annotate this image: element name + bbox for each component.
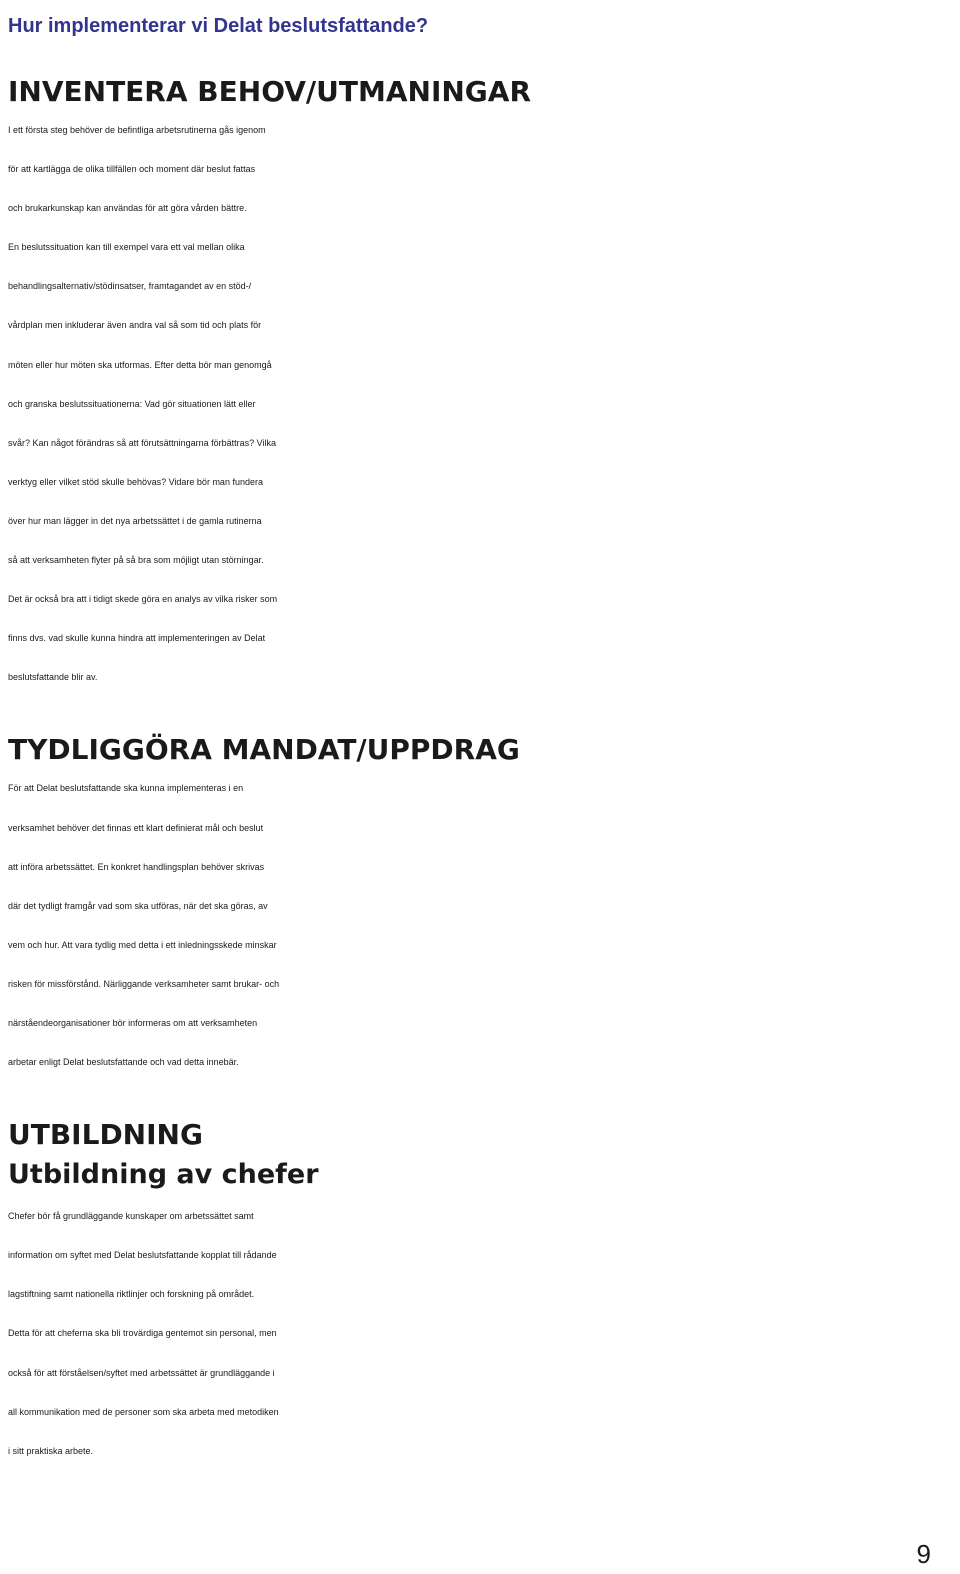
sub-heading: Utbildning av chefer [8, 1159, 319, 1191]
section-body [8, 111, 958, 697]
text-line: En beslutssituation kan till exempel vara ett val mellan olika [8, 242, 245, 253]
text-line: svår? Kan något förändras så att förutsättningarna förbättras? Vilka [8, 437, 276, 448]
text-line: där det tydligt framgår vad som ska utföras, när det ska göras, av [8, 900, 268, 911]
text-line: att införa arbetssättet. En konkret handlingsplan behöver skrivas [8, 861, 265, 872]
text-line: vårdplan men inkluderar även andra val så som tid och plats för [8, 320, 262, 331]
text-line: lagstiftning samt nationella riktlinjer och forskning på området. [8, 1289, 255, 1300]
section-heading: TYDLIGGÖRA MANDAT/UPPDRAG [8, 733, 520, 767]
text-line: risken för missförstånd. Närliggande verksamheter samt brukar- och [8, 978, 280, 989]
text-line: möten eller hur möten ska utformas. Efter detta bör man genomgå [8, 359, 272, 370]
text-line: beslutsfattande blir av. [8, 672, 98, 683]
document-page [8, 0, 958, 1471]
text-line: i sitt praktiska arbete. [8, 1445, 94, 1456]
section-inventera [8, 72, 958, 697]
page-number: 9 [916, 1539, 931, 1569]
text-line: Det är också bra att i tidigt skede göra en analys av vilka risker som [8, 594, 278, 605]
text-line: För att Delat beslutsfattande ska kunna implementeras i en [8, 783, 244, 794]
text-line: också för att förståelsen/syftet med arbetssättet är grundläggande i [8, 1367, 275, 1378]
text-line: arbetar enligt Delat beslutsfattande och vad detta innebär. [8, 1057, 239, 1068]
text-line: all kommunikation med de personer som ska arbeta med metodiken [8, 1406, 279, 1417]
text-line: och granska beslutssituationerna: Vad gör situationen lätt eller [8, 398, 256, 409]
text-line: verksamhet behöver det finnas ett klart definierat mål och beslut [8, 822, 264, 833]
text-line: och brukarkunskap kan användas för att göra vården bättre. [8, 203, 247, 214]
section-heading: UTBILDNING [8, 1118, 203, 1152]
text-line: I ett första steg behöver de befintliga arbetsrutinerna gås igenom [8, 125, 266, 135]
section-tydliggora [8, 730, 958, 1082]
text-line: Chefer bör få grundläggande kunskaper om arbetssättet samt [8, 1211, 254, 1222]
text-line: behandlingsalternativ/stödinsatser, framtagandet av en stöd-/ [8, 281, 252, 292]
section-body [8, 1197, 958, 1471]
text-line: finns dvs. vad skulle kunna hindra att implementeringen av Delat [8, 633, 266, 644]
text-line: vem och hur. Att vara tydlig med detta i ett inledningsskede minskar [8, 939, 277, 950]
text-line: Detta för att cheferna ska bli trovärdiga gentemot sin personal, men [8, 1328, 277, 1339]
section-body [8, 769, 958, 1082]
section-utbildning [8, 1115, 958, 1471]
text-line: för att kartlägga de olika tillfällen och moment där beslut fattas [8, 164, 256, 175]
text-line: över hur man lägger in det nya arbetssättet i de gamla rutinerna [8, 515, 262, 526]
page-title: Hur implementerar vi Delat beslutsfattande? [8, 15, 429, 37]
text-line: närståendeorganisationer bör informeras om att verksamheten [8, 1017, 258, 1028]
text-line: så att verksamheten flyter på så bra som möjligt utan störningar. [8, 555, 264, 566]
text-line: information om syftet med Delat beslutsfattande kopplat till rådande [8, 1250, 277, 1261]
section-heading: INVENTERA BEHOV/UTMANINGAR [8, 75, 532, 108]
text-line: verktyg eller vilket stöd skulle behövas? Vidare bör man fundera [8, 476, 263, 487]
